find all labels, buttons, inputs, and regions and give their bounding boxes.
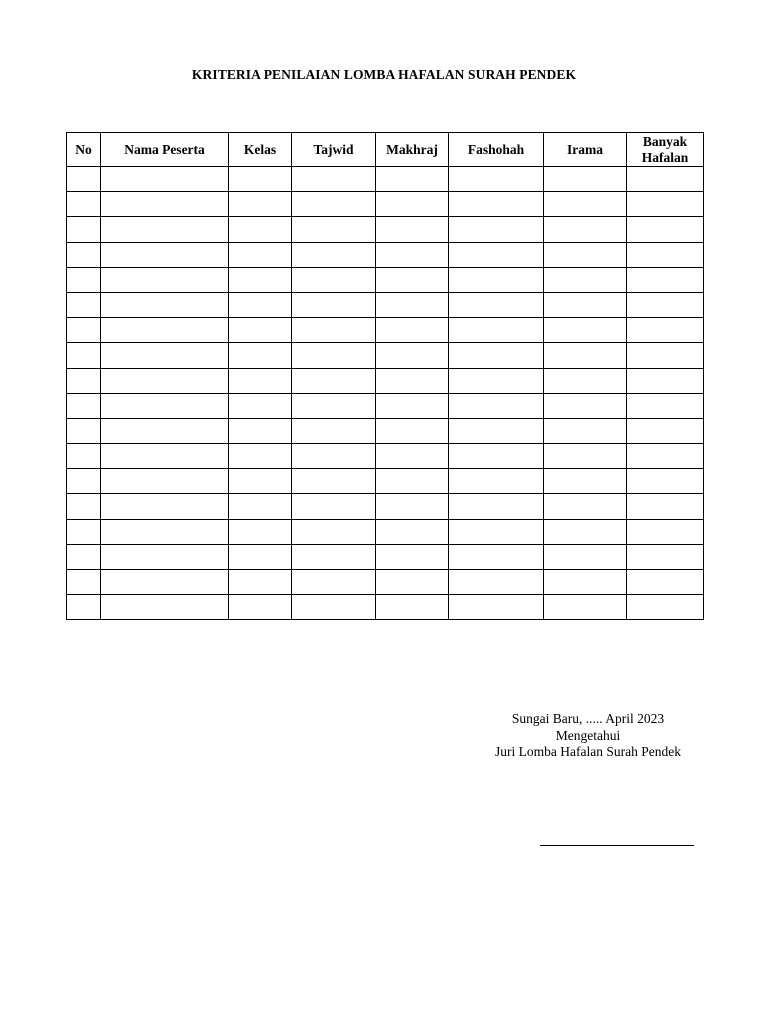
column-header-no: No	[67, 133, 101, 167]
table-cell[interactable]	[292, 368, 376, 393]
column-header-banyak-hafalan: Banyak Hafalan	[627, 133, 704, 167]
table-cell[interactable]	[229, 167, 292, 192]
table-cell[interactable]	[449, 343, 544, 368]
column-header-tajwid: Tajwid	[292, 133, 376, 167]
page-title: KRITERIA PENILAIAN LOMBA HAFALAN SURAH PENDEK	[191, 67, 577, 82]
table-cell[interactable]	[449, 418, 544, 443]
table-row	[67, 292, 704, 317]
table-cell[interactable]	[544, 242, 627, 267]
table-body	[67, 167, 704, 620]
column-header-irama: Irama	[544, 133, 627, 167]
table-cell[interactable]	[292, 242, 376, 267]
table-cell[interactable]	[627, 217, 704, 242]
table-cell[interactable]	[376, 418, 449, 443]
table-cell[interactable]	[101, 418, 229, 443]
table-cell[interactable]	[229, 343, 292, 368]
table-cell[interactable]	[67, 469, 101, 494]
table-cell[interactable]	[67, 494, 101, 519]
table-cell[interactable]	[67, 444, 101, 469]
table-cell[interactable]	[627, 292, 704, 317]
table-cell[interactable]	[449, 167, 544, 192]
table-cell[interactable]	[292, 444, 376, 469]
table-cell[interactable]	[292, 267, 376, 292]
table-cell[interactable]	[544, 418, 627, 443]
table-cell[interactable]	[101, 519, 229, 544]
table-cell[interactable]	[229, 192, 292, 217]
table-row	[67, 519, 704, 544]
table-cell[interactable]	[229, 242, 292, 267]
table-cell[interactable]	[229, 519, 292, 544]
table-cell[interactable]	[449, 393, 544, 418]
place-date: Sungai Baru, ..... April 2023	[511, 711, 665, 726]
table-cell[interactable]	[376, 318, 449, 343]
table-cell[interactable]	[292, 570, 376, 595]
judge-role: Juri Lomba Hafalan Surah Pendek	[495, 744, 681, 759]
table-cell[interactable]	[376, 368, 449, 393]
table-cell[interactable]	[292, 469, 376, 494]
table-cell[interactable]	[101, 393, 229, 418]
table-cell[interactable]	[229, 418, 292, 443]
table-cell[interactable]	[627, 393, 704, 418]
table-cell[interactable]	[229, 368, 292, 393]
table-row	[67, 544, 704, 569]
table-cell[interactable]	[376, 292, 449, 317]
table-cell[interactable]	[292, 519, 376, 544]
table-cell[interactable]	[627, 368, 704, 393]
table-row	[67, 444, 704, 469]
table-cell[interactable]	[627, 343, 704, 368]
table-cell[interactable]	[101, 469, 229, 494]
table-row	[67, 242, 704, 267]
table-cell[interactable]	[449, 469, 544, 494]
table-cell[interactable]	[544, 343, 627, 368]
table-cell[interactable]	[67, 217, 101, 242]
table-cell[interactable]	[544, 167, 627, 192]
table-cell[interactable]	[627, 318, 704, 343]
table-cell[interactable]	[101, 444, 229, 469]
table-cell[interactable]	[229, 318, 292, 343]
table-cell[interactable]	[229, 267, 292, 292]
table-cell[interactable]	[229, 217, 292, 242]
table-cell[interactable]	[101, 192, 229, 217]
table-cell[interactable]	[544, 318, 627, 343]
table-cell[interactable]	[229, 595, 292, 620]
table-cell[interactable]	[292, 494, 376, 519]
table-cell[interactable]	[449, 242, 544, 267]
table-cell[interactable]	[292, 167, 376, 192]
table-cell[interactable]	[67, 292, 101, 317]
table-cell[interactable]	[67, 318, 101, 343]
table-cell[interactable]	[292, 217, 376, 242]
table-header-row	[67, 133, 704, 167]
table-cell[interactable]	[101, 544, 229, 569]
table-cell[interactable]	[376, 444, 449, 469]
table-cell[interactable]	[449, 544, 544, 569]
table-cell[interactable]	[101, 267, 229, 292]
table-row	[67, 418, 704, 443]
table-cell[interactable]	[292, 343, 376, 368]
table-cell[interactable]	[101, 595, 229, 620]
table-cell[interactable]	[376, 343, 449, 368]
table-cell[interactable]	[101, 368, 229, 393]
table-cell[interactable]	[229, 444, 292, 469]
table-cell[interactable]	[229, 393, 292, 418]
table-cell[interactable]	[67, 595, 101, 620]
table-cell[interactable]	[627, 444, 704, 469]
table-cell[interactable]	[101, 167, 229, 192]
signature-line	[540, 845, 694, 846]
table-cell[interactable]	[544, 217, 627, 242]
table-cell[interactable]	[229, 494, 292, 519]
table-cell[interactable]	[544, 368, 627, 393]
table-cell[interactable]	[544, 469, 627, 494]
table-cell[interactable]	[292, 544, 376, 569]
table-cell[interactable]	[627, 267, 704, 292]
table-cell[interactable]	[627, 494, 704, 519]
table-cell[interactable]	[67, 192, 101, 217]
table-cell[interactable]	[229, 544, 292, 569]
table-cell[interactable]	[376, 167, 449, 192]
table-row	[67, 595, 704, 620]
table-cell[interactable]	[376, 192, 449, 217]
table-cell[interactable]	[376, 595, 449, 620]
table-row	[67, 318, 704, 343]
table-cell[interactable]	[449, 444, 544, 469]
table-cell[interactable]	[376, 469, 449, 494]
table-cell[interactable]	[101, 292, 229, 317]
table-cell[interactable]	[449, 292, 544, 317]
table-cell[interactable]	[376, 570, 449, 595]
table-cell[interactable]	[544, 519, 627, 544]
table-cell[interactable]	[627, 570, 704, 595]
table-cell[interactable]	[544, 393, 627, 418]
table-cell[interactable]	[544, 267, 627, 292]
table-cell[interactable]	[544, 444, 627, 469]
table-cell[interactable]	[67, 242, 101, 267]
signature-block	[470, 711, 706, 761]
table-cell[interactable]	[376, 494, 449, 519]
table-row	[67, 368, 704, 393]
table-cell[interactable]	[292, 393, 376, 418]
table-cell[interactable]	[67, 343, 101, 368]
table-cell[interactable]	[292, 318, 376, 343]
table-cell[interactable]	[67, 544, 101, 569]
table-cell[interactable]	[627, 418, 704, 443]
table-cell[interactable]	[449, 217, 544, 242]
table-cell[interactable]	[627, 167, 704, 192]
table-cell[interactable]	[67, 393, 101, 418]
table-cell[interactable]	[67, 570, 101, 595]
table-cell[interactable]	[544, 494, 627, 519]
acknowledged-label: Mengetahui	[555, 727, 621, 743]
score-table	[66, 132, 704, 620]
table-cell[interactable]	[449, 267, 544, 292]
table-cell[interactable]	[229, 292, 292, 317]
table-row	[67, 494, 704, 519]
table-cell[interactable]	[376, 217, 449, 242]
table-cell[interactable]	[292, 292, 376, 317]
table-cell[interactable]	[627, 242, 704, 267]
table-cell[interactable]	[229, 570, 292, 595]
table-cell[interactable]	[449, 519, 544, 544]
table-cell[interactable]	[67, 167, 101, 192]
table-row	[67, 217, 704, 242]
table-cell[interactable]	[544, 570, 627, 595]
table-cell[interactable]	[376, 267, 449, 292]
table-cell[interactable]	[449, 368, 544, 393]
table-cell[interactable]	[101, 494, 229, 519]
table-cell[interactable]	[101, 570, 229, 595]
table-cell[interactable]	[627, 519, 704, 544]
table-cell[interactable]	[449, 192, 544, 217]
table-cell[interactable]	[101, 242, 229, 267]
table-cell[interactable]	[101, 217, 229, 242]
table-cell[interactable]	[376, 544, 449, 569]
table-cell[interactable]	[544, 292, 627, 317]
table-cell[interactable]	[449, 570, 544, 595]
table-cell[interactable]	[544, 544, 627, 569]
table-row	[67, 267, 704, 292]
table-cell[interactable]	[544, 192, 627, 217]
table-cell[interactable]	[627, 595, 704, 620]
table-cell[interactable]	[229, 469, 292, 494]
table-cell[interactable]	[101, 318, 229, 343]
table-cell[interactable]	[376, 393, 449, 418]
table-cell[interactable]	[376, 519, 449, 544]
table-cell[interactable]	[292, 192, 376, 217]
table-cell[interactable]	[292, 418, 376, 443]
table-row	[67, 469, 704, 494]
table-cell[interactable]	[67, 368, 101, 393]
table-cell[interactable]	[67, 267, 101, 292]
column-header-makhraj: Makhraj	[376, 133, 449, 167]
table-row	[67, 167, 704, 192]
table-row	[67, 343, 704, 368]
table-cell[interactable]	[449, 318, 544, 343]
table-cell[interactable]	[627, 469, 704, 494]
table-cell[interactable]	[67, 519, 101, 544]
table-row	[67, 570, 704, 595]
table-cell[interactable]	[449, 595, 544, 620]
table-cell[interactable]	[67, 418, 101, 443]
table-cell[interactable]	[627, 544, 704, 569]
table-cell[interactable]	[292, 595, 376, 620]
column-header-fashohah: Fashohah	[449, 133, 544, 167]
table-row	[67, 192, 704, 217]
column-header-nama-peserta: Nama Peserta	[101, 133, 229, 167]
table-row	[67, 393, 704, 418]
column-header-kelas: Kelas	[229, 133, 292, 167]
table-cell[interactable]	[449, 494, 544, 519]
table-cell[interactable]	[101, 343, 229, 368]
table-cell[interactable]	[544, 595, 627, 620]
table-cell[interactable]	[376, 242, 449, 267]
table-cell[interactable]	[627, 192, 704, 217]
